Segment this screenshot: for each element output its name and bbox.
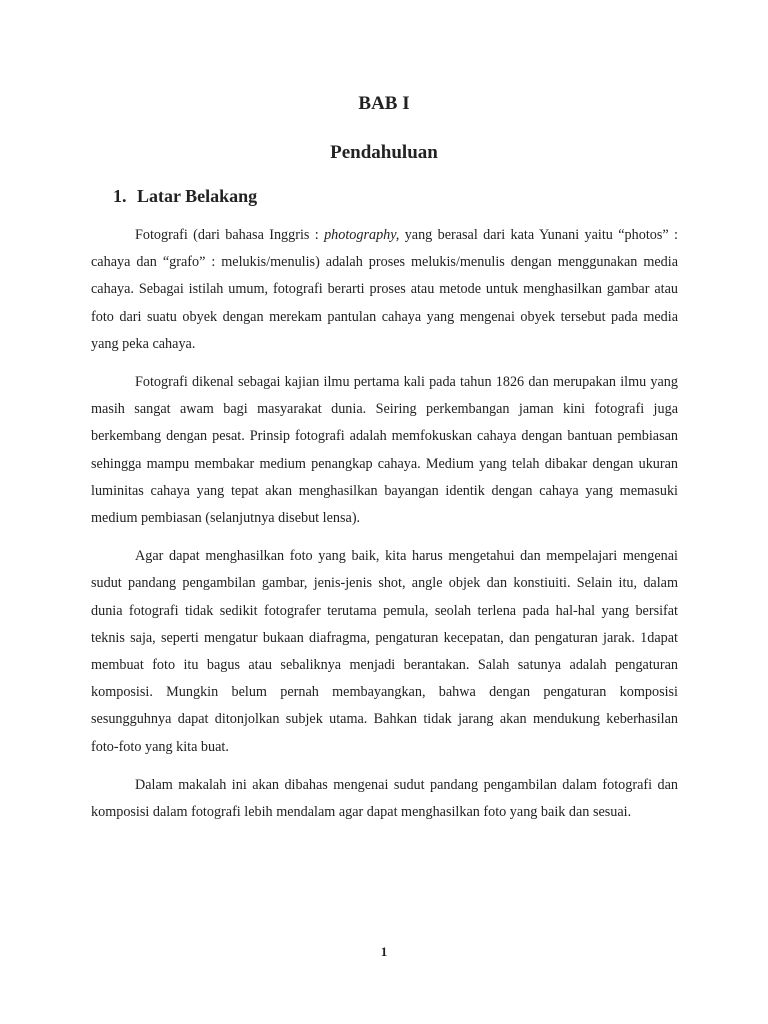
- paragraph-1-text-b: yang berasal dari kata Yunani yaitu “photos” : cahaya dan “grafo” : melukis/menulis) adalah proses melukis/menulis dengan menggunakan media cahaya. Sebagai istilah umum, fotografi berarti proses atau metode untuk menghasilkan gambar atau foto dari suatu obyek dengan merekam pantulan cahaya yang mengenai obyek tersebut pada media yang peka cahaya.: [91, 227, 678, 352]
- paragraph-1-italic-term: photography,: [324, 227, 400, 243]
- chapter-title: BAB I: [358, 93, 410, 114]
- paragraph-3: Agar dapat menghasilkan foto yang baik, kita harus mengetahui dan mempelajari mengenai sudut pandang pengambilan gambar, jenis-jenis shot, angle objek dan konstiuiti. Selain itu, dalam dunia fotografi tidak sedikit fotografer terutama pemula, seolah terlena pada hal-hal yang bersifat teknis saja, seperti mengatur bukaan diafragma, pengaturan kecepatan, dan pengaturan jarak. 1dapat membuat foto itu bagus atau sebaliknya menjadi berantakan. Salah satunya adalah pengaturan komposisi. Mungkin belum pernah membayangkan, bahwa dengan pengaturan komposisi sesungguhnya dapat ditonjolkan subjek utama. Bahkan tidak jarang akan mendukung keberhasilan foto-foto yang kita buat.: [91, 548, 678, 755]
- paragraph-2: Fotografi dikenal sebagai kajian ilmu pertama kali pada tahun 1826 dan merupakan ilmu yang masih sangat awam bagi masyarakat dunia. Seiring perkembangan jaman kini fotografi juga berkembang dengan pesat. Prinsip fotografi adalah memfokuskan cahaya dengan bantuan pembiasan sehingga mampu membakar medium penangkap cahaya. Medium yang telah dibakar dengan ukuran luminitas cahaya yang tepat akan menghasilkan bayangan identik dengan cahaya yang memasuki medium pembiasan (selanjutnya disebut lensa).: [91, 374, 678, 527]
- paragraph-1: [91, 222, 678, 358]
- chapter-subtitle: Pendahuluan: [330, 142, 438, 163]
- section-title: Latar Belakang: [137, 186, 258, 206]
- body-text: [91, 222, 678, 837]
- paragraph-4: Dalam makalah ini akan dibahas mengenai sudut pandang pengambilan dalam fotografi dan komposisi dalam fotografi lebih mendalam agar dapat menghasilkan foto yang baik dan sesuai.: [91, 776, 678, 821]
- section-number: 1.: [113, 186, 127, 206]
- section-heading: [113, 186, 257, 207]
- page-number: 1: [380, 944, 388, 959]
- paragraph-1-text-a: Fotografi (dari bahasa Inggris :: [135, 227, 325, 243]
